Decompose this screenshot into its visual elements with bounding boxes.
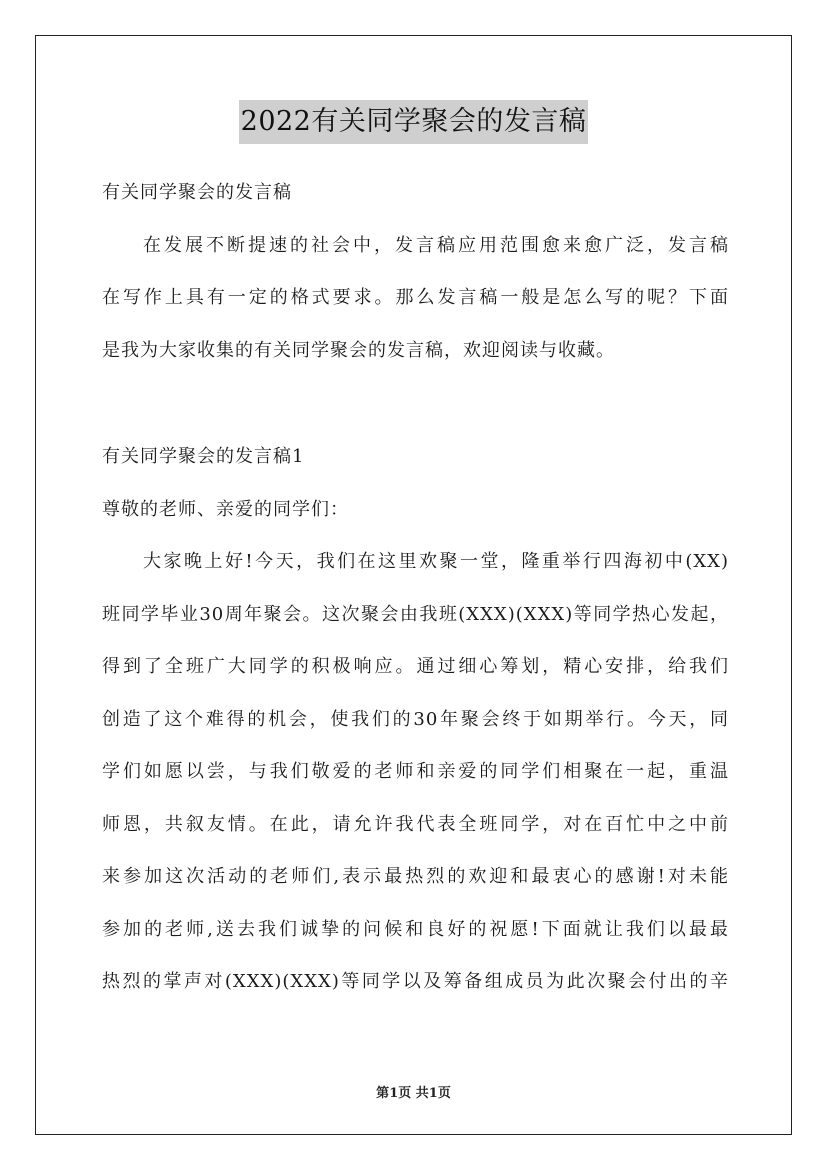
intro-line: 在发展不断提速的社会中，发言稿应用范围愈来愈广泛，发言稿 [143, 234, 729, 256]
intro-line: 在写作上具有一定的格式要求。那么发言稿一般是怎么写的呢？下面 [102, 287, 729, 308]
body-line: 学们如愿以尝，与我们敬爱的老师和亲爱的同学们相聚在一起，重温 [102, 761, 729, 782]
body-line: 创造了这个难得的机会，使我们的30年聚会终于如期举行。今天，同 [102, 708, 729, 730]
body-line: 参加的老师,送去我们诚挚的问候和良好的祝愿!下面就让我们以最最 [102, 918, 729, 940]
intro-line: 是我为大家收集的有关同学聚会的发言稿，欢迎阅读与收藏。 [102, 339, 615, 361]
title-container [0, 100, 827, 144]
body-line: 热烈的掌声对(XXX)(XXX)等同学以及筹备组成员为此次聚会付出的辛 [102, 971, 729, 992]
body-line: 班同学毕业30周年聚会。这次聚会由我班(XXX)(XXX)等同学热心发起， [102, 603, 729, 625]
page-prefix: 第 [376, 1086, 390, 1101]
section-heading: 有关同学聚会的发言稿1 [102, 446, 305, 467]
body-line: 得到了全班广大同学的积极响应。通过细心筹划，精心安排，给我们 [102, 656, 729, 677]
body-line: 来参加这次活动的老师们,表示最热烈的欢迎和最衷心的感谢!对未能 [102, 866, 729, 887]
page-footer [0, 1082, 827, 1101]
page-mid: 页 共 [398, 1086, 429, 1101]
subtitle: 有关同学聚会的发言稿 [102, 182, 292, 203]
body-line: 师恩，共叙友情。在此，请允许我代表全班同学，对在百忙中之中前 [102, 813, 729, 835]
document-title: 2022有关同学聚会的发言稿 [239, 100, 589, 144]
salutation: 尊敬的老师、亲爱的同学们： [102, 498, 349, 520]
document-body [102, 176, 729, 1018]
page-suffix: 页 [437, 1086, 451, 1101]
paragraph-gap [102, 386, 729, 440]
page-current: 1 [389, 1086, 399, 1101]
page-total: 1 [428, 1086, 438, 1101]
body-line: 大家晚上好!今天，我们在这里欢聚一堂，隆重举行四海初中(XX) [143, 551, 729, 572]
